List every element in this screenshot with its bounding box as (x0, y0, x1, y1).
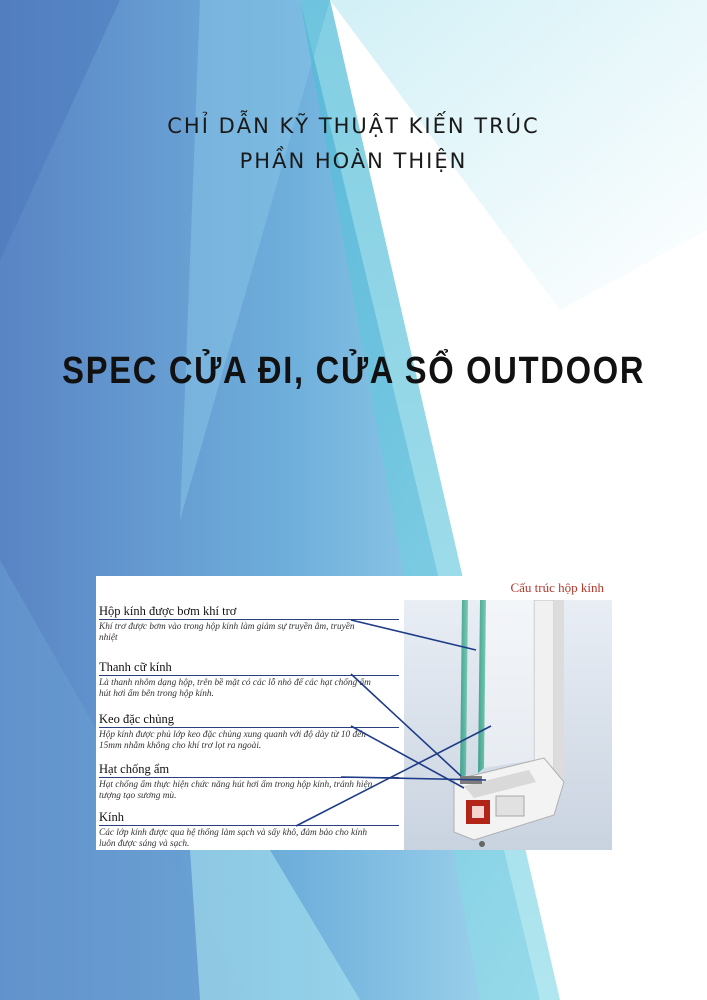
label-description: Hạt chống ẩm thực hiện chức năng hút hơi ẩm trong hộp kính, tránh hiện tượng tạo sương mù. (99, 780, 373, 801)
cover-subtitle-line1: CHỈ DẪN KỸ THUẬT KIẾN TRÚC (167, 114, 540, 138)
label-special-sealant (99, 712, 399, 752)
label-description: Hộp kính được phủ lớp keo đặc chủng xung quanh với độ dày từ 10 đến 15mm nhằm không cho khí trơ lọt ra ngoài. (99, 730, 366, 751)
label-title: Keo đặc chủng (99, 712, 399, 728)
label-title: Hộp kính được bơm khí trơ (99, 604, 399, 620)
cover-title: SPEC CỬA ĐI, CỬA SỔ OUTDOOR (62, 350, 646, 392)
label-description: Là thanh nhôm dạng hộp, trên bề mặt có các lỗ nhỏ để các hạt chống ẩm hút hơi ẩm bên trong hộp kính. (99, 678, 371, 699)
label-description: Các lớp kính được qua hệ thống làm sạch và sấy khô, đảm bảo cho kính luôn được sáng và sạch. (99, 828, 368, 849)
label-title: Hạt chống ẩm (99, 762, 399, 778)
label-title: Kính (99, 810, 399, 826)
glass-structure-figure (96, 576, 612, 850)
figure-title: Cấu trúc hộp kính (510, 580, 604, 595)
label-title: Thanh cữ kính (99, 660, 399, 676)
label-description: Khí trơ được bơm vào trong hộp kính làm giảm sự truyền âm, truyền nhiệt (99, 622, 355, 643)
label-spacer-bar (99, 660, 399, 700)
window-profile-illustration (404, 600, 612, 850)
label-desiccant (99, 762, 399, 802)
label-glass (99, 810, 399, 850)
label-inert-gas-unit (99, 604, 399, 644)
cover-subtitle-line2: PHẦN HOÀN THIỆN (239, 149, 468, 173)
